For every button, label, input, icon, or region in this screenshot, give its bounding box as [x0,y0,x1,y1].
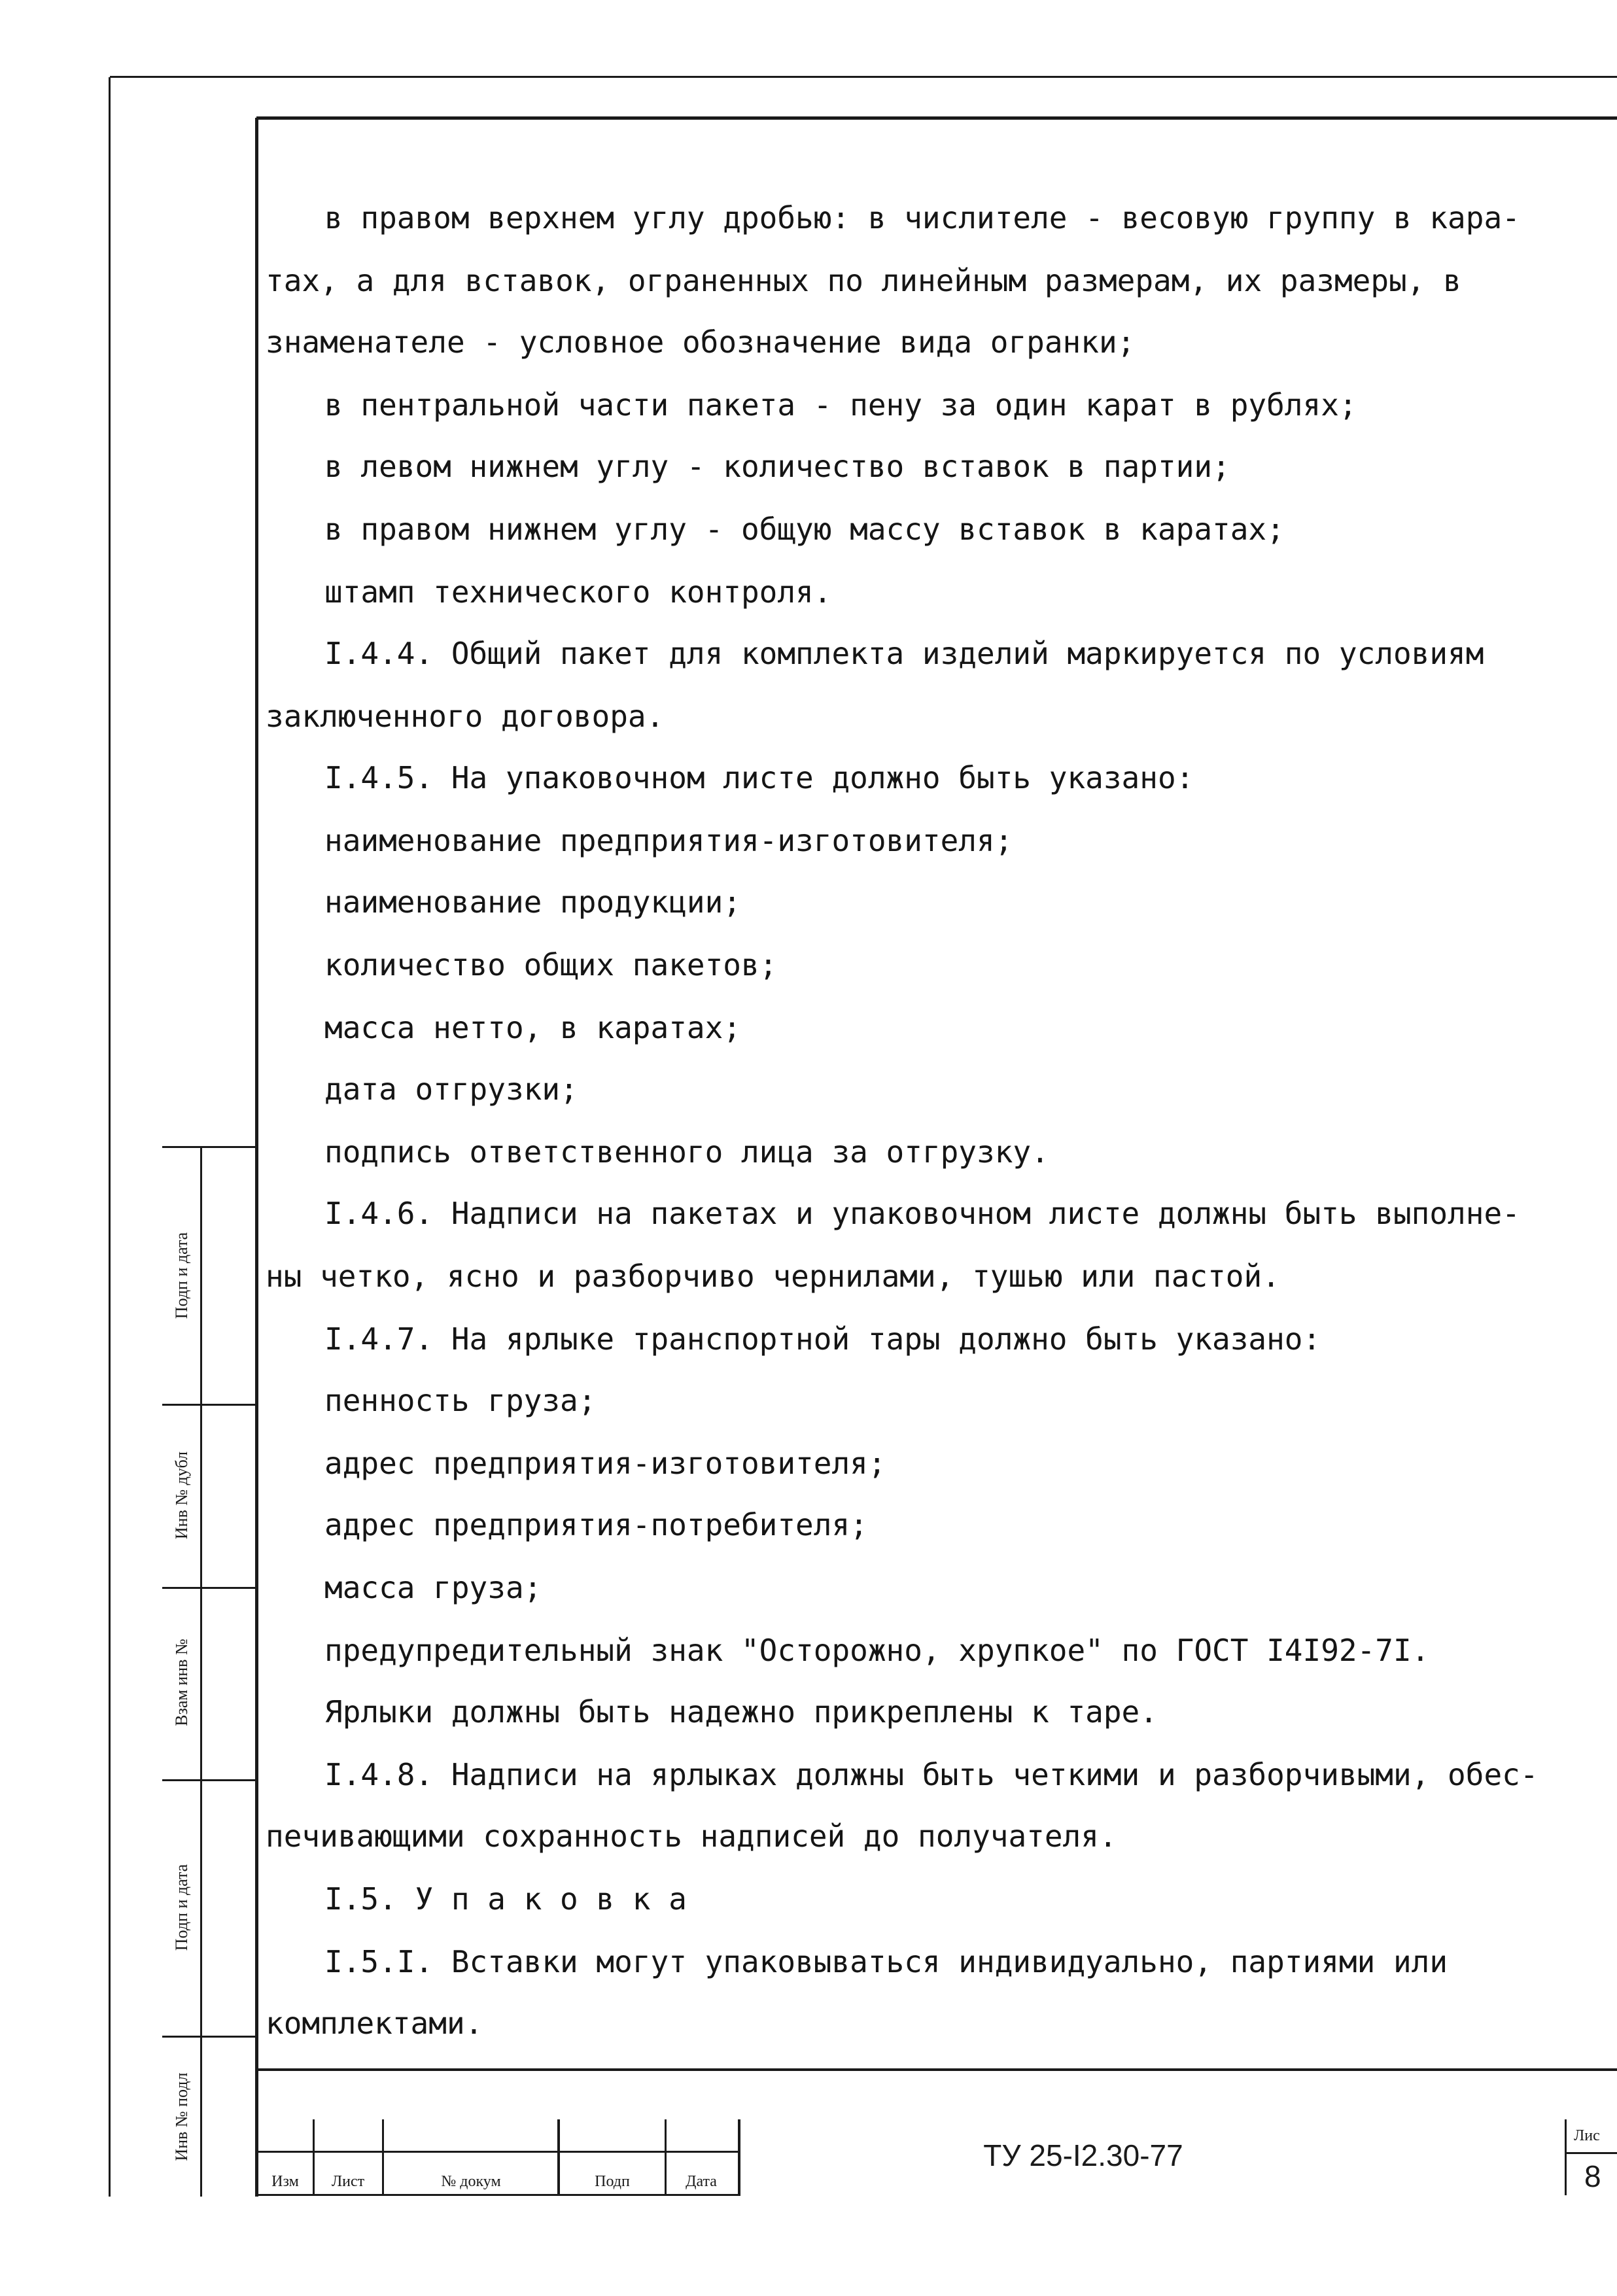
text-line: комплектами. [266,2006,483,2041]
sheet-box-left [1565,2119,1567,2195]
stamp-label-date: Дата [686,2173,717,2190]
sheet-box-mid [1566,2152,1617,2154]
side-strip-border [200,1146,202,2197]
text-line: дата отгрузки; [324,1071,578,1107]
side-strip-divider [162,1779,258,1781]
text-line: предупредительный знак "Осторожно, хрупкое" по ГОСТ I4I92-7I. [324,1633,1430,1668]
text-line: I.5.I. Вставки могут упаковываться индивидуально, партиями или [324,1944,1448,1979]
text-line: подпись ответственного лица за отгрузку. [324,1134,1049,1170]
text-line: адрес предприятия-потребителя; [324,1507,868,1542]
document-code: ТУ 25-I2.30-77 [983,2138,1183,2172]
text-line: I.5. У п а к о в к а [324,1881,687,1917]
text-line: ны четко, ясно и разборчиво чернилами, тушью или пастой. [266,1259,1280,1294]
text-line: адрес предприятия-изготовителя; [324,1446,886,1481]
text-line: штамп технического контроля. [324,574,832,610]
side-strip-divider [162,2036,258,2038]
stamp-top-line [256,2068,1617,2071]
text-line: количество общих пакетов; [324,947,778,983]
side-strip-divider [162,1146,258,1148]
text-line: Ярлыки должны быть надежно прикреплены к таре. [324,1694,1158,1730]
frame-left-outer [109,77,111,2197]
text-line: наименование продукции; [324,884,741,920]
side-strip-divider [162,1587,258,1589]
text-line: I.4.8. Надписи на ярлыках должны быть четкими и разборчивыми, обес- [324,1757,1539,1792]
stamp-col-line [557,2119,560,2195]
frame-left [255,118,258,2197]
text-line: пенность груза; [324,1383,597,1418]
text-line: в правом нижнем углу - общую массу вставок в каратах; [324,512,1285,547]
side-label-dup-inv: Инв № дубл [172,1451,191,1540]
sheet-label: Лис [1574,2127,1600,2144]
side-label-repl-inv: Взам инв № [172,1639,191,1726]
side-label-orig-inv: Инв № подл [172,2072,191,2161]
stamp-col-line [665,2119,667,2195]
side-label-sign-date-2: Подп и дата [172,1864,191,1951]
text-line: I.4.5. На упаковочном листе должно быть указано: [324,760,1194,795]
stamp-label-change: Изм [271,2173,299,2190]
text-line: I.4.6. Надписи на пакетах и упаковочном листе должны быть выполне- [324,1196,1520,1231]
text-line: тах, а для вставок, ограненных по линейным размерам, их размеры, в [266,263,1461,298]
text-line: наименование предприятия-изготовителя; [324,823,1013,858]
text-line: масса нетто, в каратах; [324,1010,741,1045]
text-line: печивающими сохранность надписей до получателя. [266,1818,1117,1854]
text-line: заключенного договора. [266,699,665,734]
frame-top-outer [110,76,1617,78]
text-line: знаменателе - условное обозначение вида огранки; [266,324,1136,360]
stamp-bottom-line [256,2194,740,2196]
stamp-col-line [738,2119,740,2195]
frame-top [256,116,1617,120]
text-line: масса груза; [324,1570,542,1605]
text-line: в левом нижнем углу - количество вставок в партии; [324,449,1230,484]
stamp-label-sheet: Лист [331,2173,365,2190]
stamp-label-doc-no: № докум [441,2173,501,2190]
stamp-label-sign: Подп [595,2173,630,2190]
side-label-sign-date: Подп и дата [172,1232,191,1319]
stamp-col-line [382,2119,384,2195]
text-line: в пентральной части пакета - пену за один карат в рублях; [324,387,1357,423]
stamp-col-line [313,2119,315,2195]
side-strip-divider [162,1404,258,1406]
text-line: I.4.7. На ярлыке транспортной тары должно быть указано: [324,1321,1321,1357]
sheet-number: 8 [1584,2159,1601,2193]
stamp-row-line [256,2151,740,2153]
text-line: I.4.4. Общий пакет для комплекта изделий маркируется по условиям [324,636,1484,671]
text-line: в правом верхнем углу дробью: в числителе - весовую группу в кара- [324,200,1520,235]
